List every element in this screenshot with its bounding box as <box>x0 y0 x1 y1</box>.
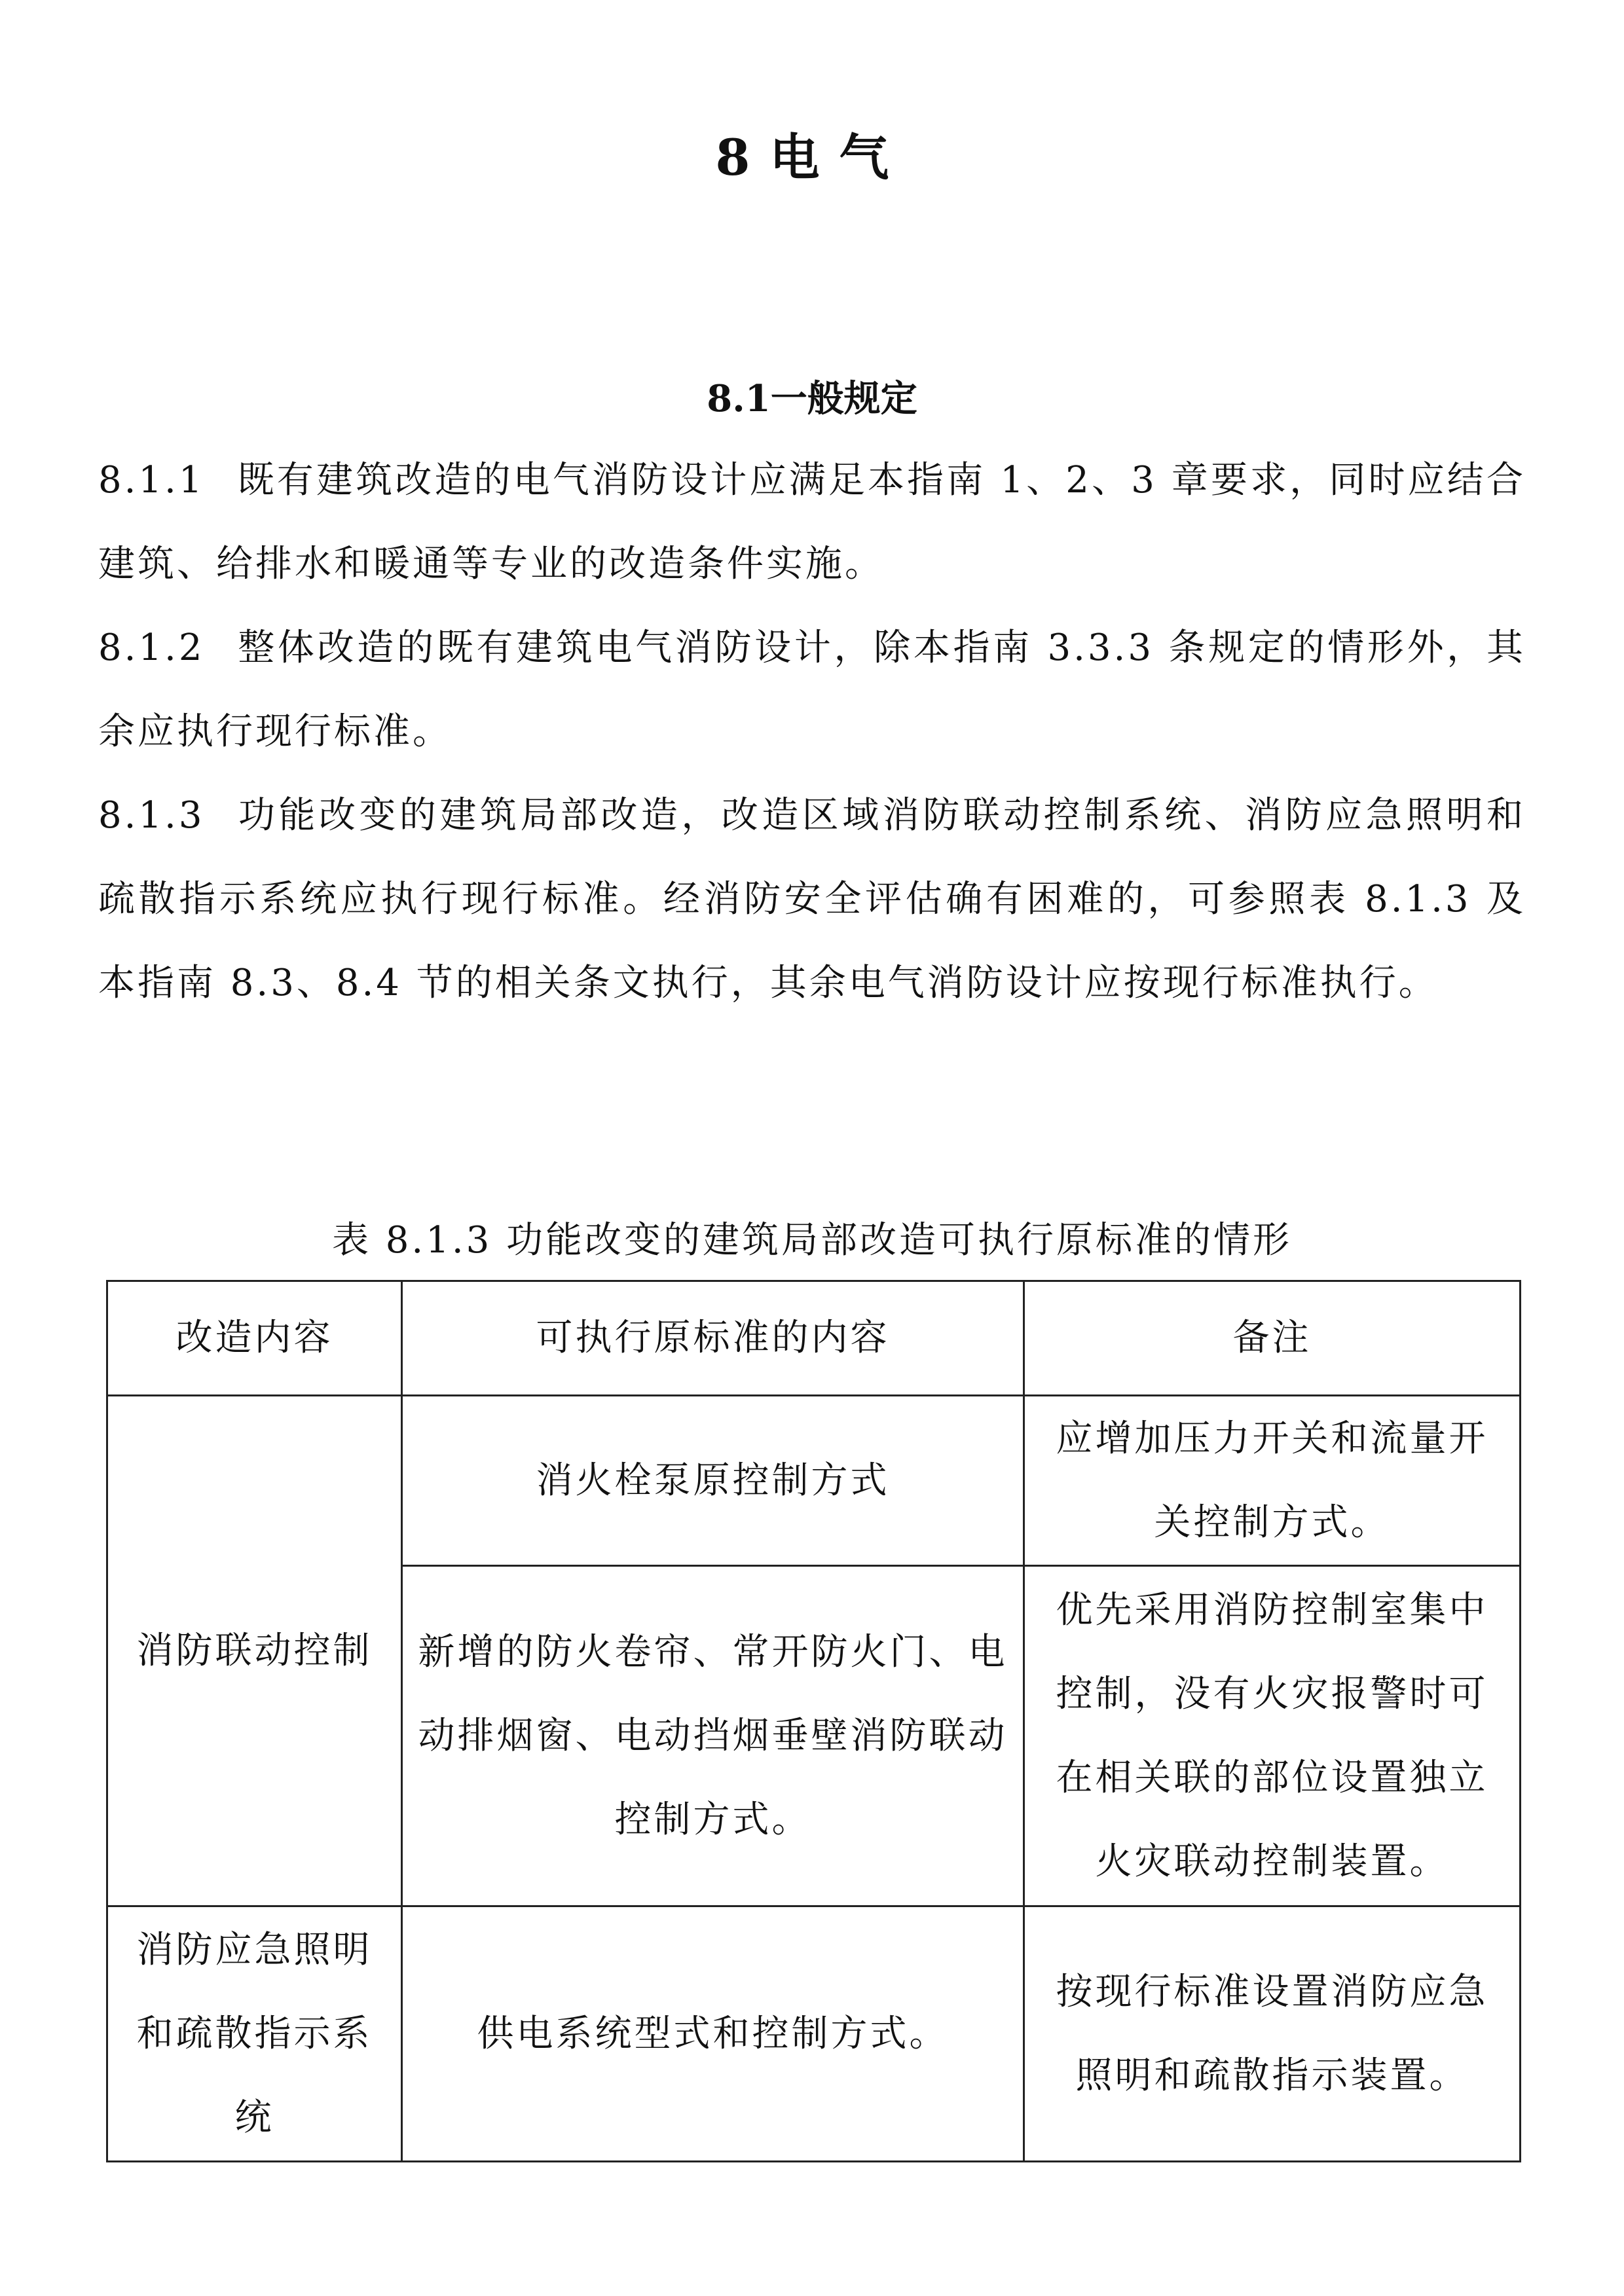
header-cell: 改造内容 <box>107 1281 402 1396</box>
chapter-title <box>0 118 1624 189</box>
content-cell: 新增的防火卷帘、常开防火门、电动排烟窗、电动挡烟垂壁消防联动控制方式。 <box>402 1566 1024 1906</box>
content-cell: 供电系统型式和控制方式。 <box>402 1906 1024 2162</box>
table-header-row <box>107 1281 1521 1396</box>
chapter-number: 8 <box>715 128 770 187</box>
clause-number: 8.1.2 <box>98 627 205 669</box>
clause-8-1-3 <box>98 774 1526 1025</box>
table-caption: 表 8.1.3 功能改变的建筑局部改造可执行原标准的情形 <box>331 1219 1293 1262</box>
table-row <box>107 1396 1521 1566</box>
clause-8-1-2 <box>98 606 1526 774</box>
clause-number: 8.1.3 <box>98 794 205 837</box>
note-cell: 应增加压力开关和流量开关控制方式。 <box>1024 1396 1521 1566</box>
header-cell: 备注 <box>1024 1281 1521 1396</box>
clause-text: 既有建筑改造的电气消防设计应满足本指南 1、2、3 章要求，同时应结合建筑、给排水和暖通等专业的改造条件实施。 <box>98 459 1526 585</box>
category-cell: 消防应急照明和疏散指示系统 <box>107 1906 402 2162</box>
section-title: 8.1一般规定 <box>707 377 917 420</box>
conditions-table <box>106 1280 1521 2162</box>
note-cell: 按现行标准设置消防应急照明和疏散指示装置。 <box>1024 1906 1521 2162</box>
content-cell: 消火栓泵原控制方式 <box>402 1396 1024 1566</box>
clause-text: 功能改变的建筑局部改造，改造区域消防联动控制系统、消防应急照明和疏散指示系统应执行现行标准。经消防安全评估确有困难的，可参照表 8.1.3 及本指南 8.3、8.4 节的相关条文执行，其余电气消防设计应按现行标准执行。 <box>98 794 1526 1004</box>
note-cell: 优先采用消防控制室集中控制，没有火灾报警时可在相关联的部位设置独立火灾联动控制装置。 <box>1024 1566 1521 1906</box>
header-cell: 可执行原标准的内容 <box>402 1281 1024 1396</box>
clause-number: 8.1.1 <box>98 459 205 501</box>
category-cell: 消防联动控制 <box>107 1396 402 1906</box>
clause-8-1-1 <box>98 439 1526 606</box>
table-row <box>107 1906 1521 2162</box>
clause-text: 整体改造的既有建筑电气消防设计，除本指南 3.3.3 条规定的情形外，其余应执行现行标准。 <box>98 627 1526 753</box>
chapter-title-text: 电气 <box>769 128 909 187</box>
